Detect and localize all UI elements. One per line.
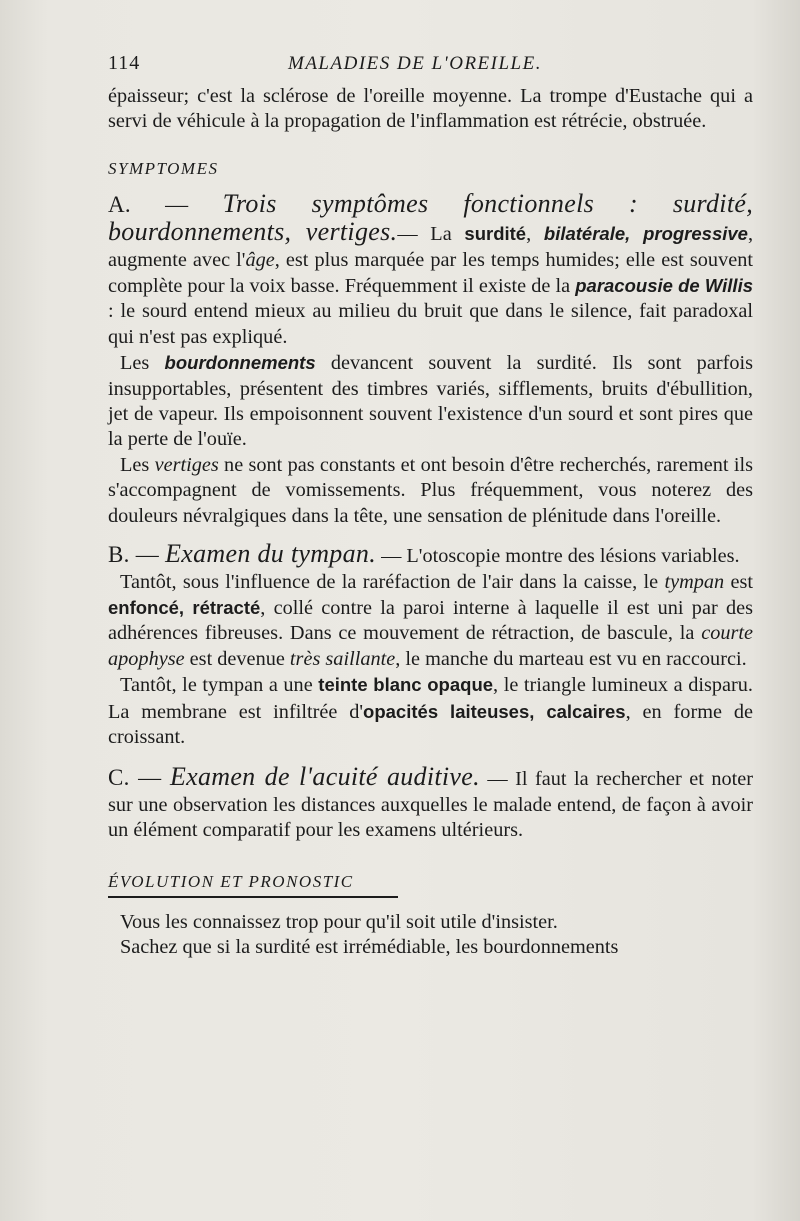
section-heading-symptomes: SYMPTOMES: [108, 158, 219, 178]
page-number: 114: [108, 52, 141, 74]
text-run: Tantôt, sous l'influence de la raréfaction de l'air dans la caisse, le: [120, 570, 665, 593]
bold-opacites: opacités laiteuses, calcaires: [363, 700, 626, 722]
subheading-a-letter: A.: [108, 191, 131, 217]
italic-age: âge: [245, 248, 275, 271]
text-run: — L'otoscopie montre des lésions variables.: [376, 545, 740, 568]
text-run: — Il faut la rechercher et noter sur une observation les distances auxquelles le malade entend, de façon à avoir un élément comparatif pour les examens ultérieurs.: [108, 768, 753, 842]
paragraph-tantot-2: [108, 672, 753, 750]
text-run: , le manche du marteau est vu en raccourci.: [395, 647, 747, 670]
bold-teinte: teinte blanc opaque: [318, 674, 494, 696]
subheading-b: [108, 539, 376, 568]
bold-italic-bourdonnements: bourdonnements: [164, 352, 316, 374]
text-run: Les: [120, 453, 155, 476]
paragraph-bourdonnements: [108, 350, 753, 453]
text-run: est: [724, 570, 753, 593]
text-run: , est plus marquée par les temps humides; elle est souvent complète pour la voix basse. Fréquemment il existe de la: [108, 248, 753, 298]
text-run: Tantôt, le tympan a une: [120, 674, 319, 697]
subheading-b-title: Examen du tympan.: [165, 539, 376, 569]
text-run: , en forme de croissant.: [108, 700, 754, 748]
subheading-c-title: Examen de l'acuité auditive.: [169, 762, 480, 792]
paragraph-continuation: épaisseur; c'est la sclérose de l'oreille moyenne. La trompe d'Eustache qui a servi de véhicule à la propagation de l'inflammation est rétrécie, obstruée.: [108, 85, 753, 133]
paragraph-examen-acuite: [108, 764, 753, 843]
bold-italic-bilaterale: bilatérale, progressive: [543, 223, 748, 245]
text-run: , augmente avec l': [108, 223, 754, 271]
page-body: [108, 84, 753, 960]
paragraph-vous: Vous les connaissez trop pour qu'il soit utile d'insister.: [120, 910, 558, 933]
text-run: ne sont pas constants et ont besoin d'être recherchés, rarement ils s'accompagnent de vomissements. Plus fréquemment, vous noterez des douleurs névralgiques dans la tête, une sensation de plénitude dans l'oreille.: [108, 453, 754, 527]
text-run: — La: [397, 223, 465, 246]
italic-tympan: tympan: [664, 570, 725, 593]
subheading-a-dash: —: [130, 191, 223, 217]
italic-courte-apophyse: courte apophyse: [108, 622, 753, 670]
page-header: [108, 52, 753, 78]
text-run: ,: [526, 223, 544, 246]
section-heading-evolution: ÉVOLUTION ET PRONOSTIC: [108, 871, 354, 891]
bold-surdite: surdité: [464, 223, 527, 245]
paragraph-sachez: Sachez que si la surdité est irrémédiable, les bourdonnements: [120, 935, 619, 958]
text-run: : le sourd entend mieux au milieu du bruit que dans le silence, fait paradoxal qui n'est pas expliqué.: [108, 300, 753, 348]
paragraph-symptoms-a: [108, 188, 754, 350]
text-run: , le triangle lumineux a disparu. La membrane est infiltrée d': [108, 674, 753, 723]
subheading-a-title: Trois symptômes fonctionnels : surdité, bourdonnements, vertiges.: [108, 188, 753, 247]
text-run: , collé contre la paroi interne à laquelle il est uni par des adhérences fibreuses. Dans ce mouvement de rétraction, de bascule, la: [108, 596, 753, 645]
paragraph-examen-tympan: [108, 541, 753, 569]
paragraph-tantot-1: [108, 570, 753, 673]
paragraph-vertiges: [108, 453, 753, 529]
bold-italic-paracousie: paracousie de Willis: [575, 275, 754, 297]
bold-enfonce: enfoncé, rétracté: [108, 596, 261, 618]
text-run: devancent souvent la surdité. Ils sont parfois insupportables, présentent des timbres variés, sifflements, bruits d'ébullition, jet de vapeur. Ils empoisonnent souvent l'existence d'un sourd et sont pires que la perte de l'ouïe.: [108, 352, 754, 451]
subheading-c: [108, 762, 480, 791]
subheading-b-dash: —: [129, 542, 166, 568]
italic-vertiges: vertiges: [154, 453, 219, 476]
subheading-c-letter: C.: [108, 765, 130, 791]
text-run: Les: [120, 352, 165, 375]
subheading-b-letter: B.: [108, 542, 130, 568]
running-title: MALADIES DE L'OREILLE.: [288, 53, 542, 74]
italic-tres-saillante: très saillante: [289, 647, 396, 670]
text-run: est devenue: [184, 647, 290, 670]
subheading-c-dash: —: [129, 765, 170, 791]
